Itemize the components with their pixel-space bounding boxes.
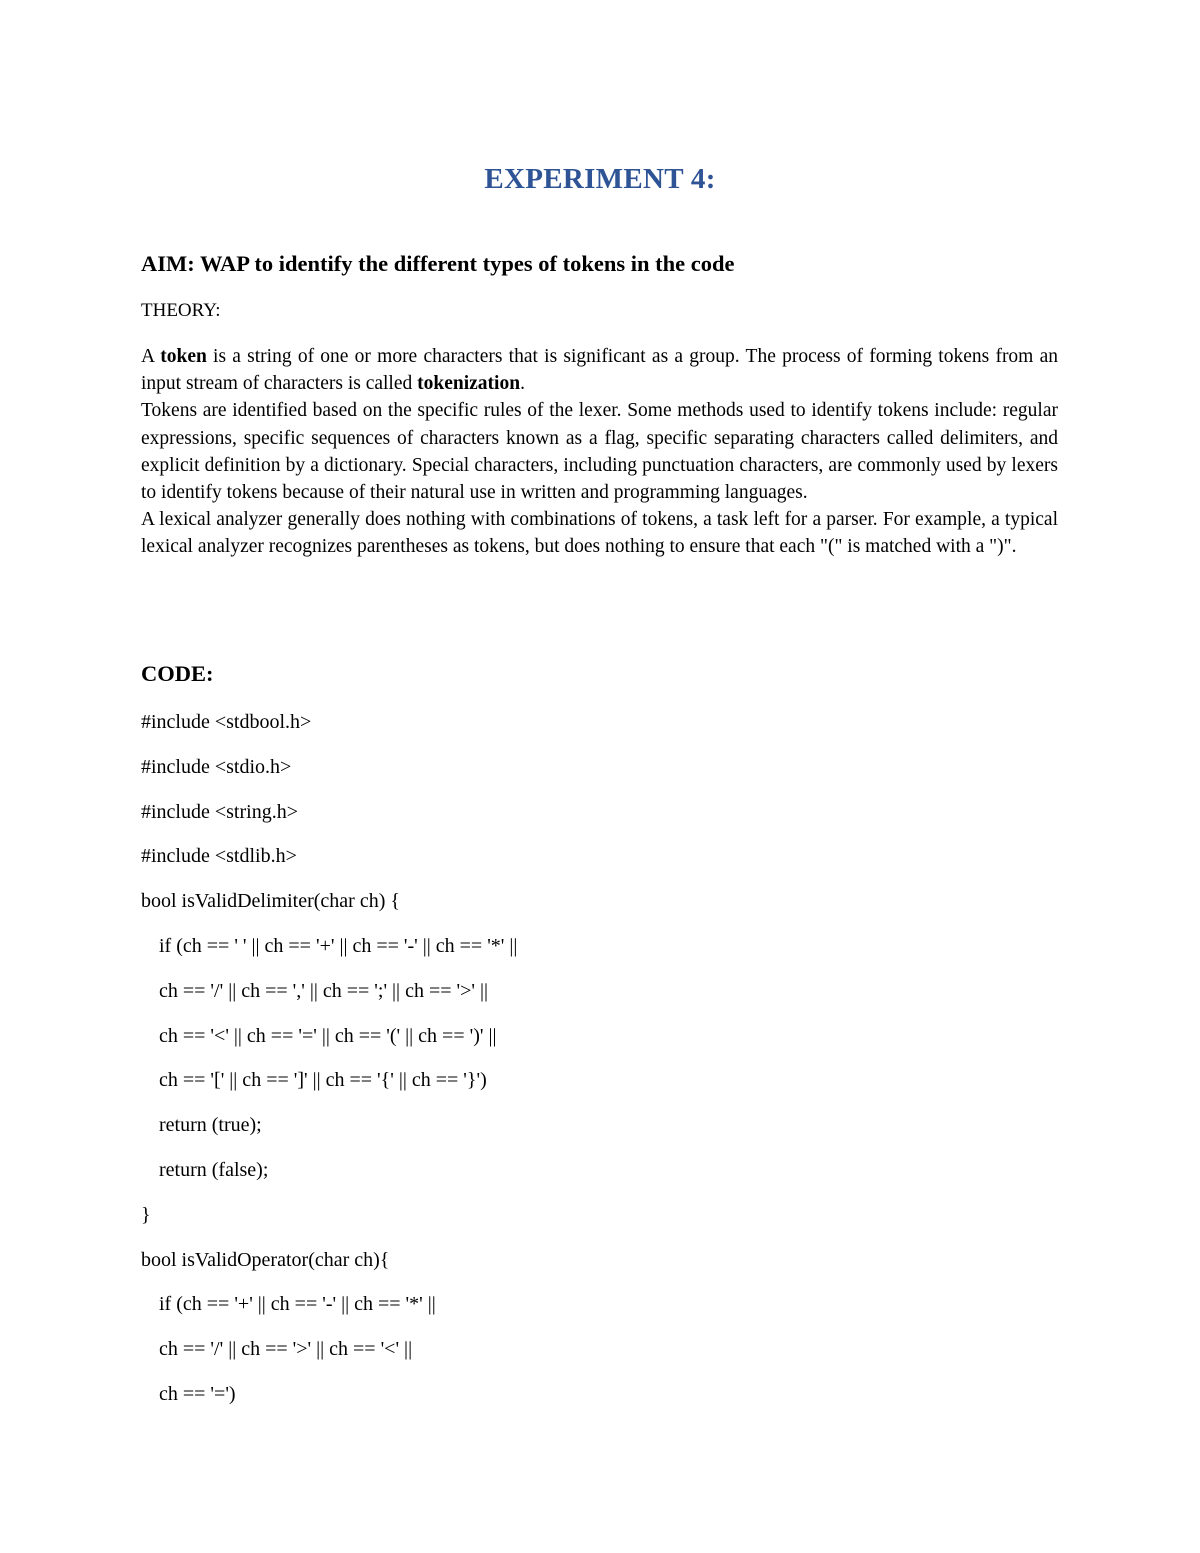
term-tokenization: tokenization <box>417 373 521 395</box>
code-block <box>141 706 1058 1423</box>
theory-text <box>141 343 1058 561</box>
code-line: #include <stdbool.h> <box>141 711 312 733</box>
code-line: #include <stdlib.h> <box>141 845 297 868</box>
code-line: ch == '/' || ch == ',' || ch == ';' || ch == '>' || <box>159 979 488 1002</box>
code-line: } <box>141 1203 151 1226</box>
code-line: ch == '<' || ch == '=' || ch == '(' || ch == ')' || <box>159 1024 497 1047</box>
code-line: return (false); <box>159 1158 269 1181</box>
theory-paragraph: A lexical analyzer generally does nothing with combinations of tokens, a task left for a parser. For example, a typical lexical analyzer recognizes parentheses as tokens, but does nothing to ensure that each "(" is matched with a ")". <box>141 509 1058 558</box>
code-line: ch == '[' || ch == ']' || ch == '{' || ch == '}') <box>159 1069 487 1092</box>
theory-text-run: A <box>141 346 161 367</box>
theory-paragraph <box>141 343 1058 397</box>
term-token: token <box>160 346 207 367</box>
code-line: return (true); <box>159 1114 262 1137</box>
theory-paragraph: Tokens are identified based on the specific rules of the lexer. Some methods used to identify tokens include: regular expressions, specific sequences of characters known as a flag, specific separating characters called delimiters, and explicit definition by a dictionary. Special characters, including punctuation characters, are commonly used by lexers to identify tokens because of their natural use in written and programming languages. <box>141 400 1058 504</box>
code-line: bool isValidDelimiter(char ch) { <box>141 890 400 913</box>
code-heading: CODE: <box>141 661 214 686</box>
code-line: #include <string.h> <box>141 800 298 823</box>
aim-heading: AIM: WAP to identify the different types of tokens in the code <box>141 251 735 276</box>
theory-heading: THEORY: <box>141 300 221 321</box>
code-line: ch == '=') <box>159 1382 236 1405</box>
code-line: if (ch == '+' || ch == '-' || ch == '*' || <box>159 1293 436 1316</box>
page-title: EXPERIMENT 4: <box>484 163 716 195</box>
code-line: #include <stdio.h> <box>141 755 292 778</box>
code-line: ch == '/' || ch == '>' || ch == '<' || <box>159 1338 413 1361</box>
code-line: if (ch == ' ' || ch == '+' || ch == '-' || ch == '*' || <box>159 934 518 957</box>
theory-text-run: is a string of one or more characters that is significant as a group. The process of forming tokens from an input stream of characters is called <box>141 346 1058 395</box>
theory-text-run: . <box>520 373 525 395</box>
code-line: bool isValidOperator(char ch){ <box>141 1248 390 1271</box>
